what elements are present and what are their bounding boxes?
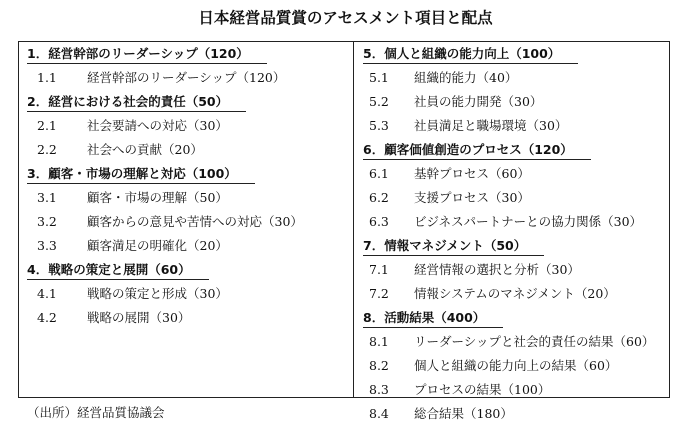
document-title: 日本経営品質賞のアセスメント項目と配点 [198,9,493,27]
item-number: 6.2 [369,190,389,205]
item-label: プロセスの結果（100） [414,382,551,397]
right-column [354,42,671,421]
list-item [354,90,671,114]
item-number: 2.2 [37,142,57,157]
section-heading [19,162,353,186]
item-label: 社会への貢献（20） [87,142,203,157]
section-heading [354,138,671,162]
item-label: 情報システムのマネジメント（20） [414,286,616,301]
item-number: 3.3 [37,238,57,253]
section [19,42,353,90]
list-item [354,186,671,210]
section-heading-text: 2．経営における社会的責任（50） [27,93,246,112]
section-heading-text: 4．戦略の策定と展開（60） [27,261,209,280]
section-heading-text: 7．情報マネジメント（50） [363,237,544,256]
item-label: 社会要請への対応（30） [87,118,228,133]
item-label: 顧客満足の明確化（20） [87,238,228,253]
list-item [354,66,671,90]
section [354,42,671,138]
section-heading-text: 6．顧客価値創造のプロセス（120） [363,141,591,160]
list-item [354,402,671,426]
section-heading [354,42,671,66]
list-item [19,234,353,258]
section [354,306,671,426]
section-heading [354,306,671,330]
list-item [19,306,353,330]
section [19,162,353,258]
left-column [19,42,354,397]
item-number: 8.3 [369,382,389,397]
item-number: 4.1 [37,286,57,301]
item-label: 経営情報の選択と分析（30） [414,262,580,277]
list-item [19,66,353,90]
item-number: 8.1 [369,334,389,349]
item-label: 社員の能力開発（30） [414,94,543,109]
section-heading-text: 3．顧客・市場の理解と対応（100） [27,165,255,184]
source-note: （出所）経営品質協議会 [27,405,165,420]
item-label: 組織的能力（40） [414,70,518,85]
list-item [354,282,671,306]
section [19,90,353,162]
item-number: 6.1 [369,166,389,181]
list-item [19,282,353,306]
section [354,138,671,234]
item-label: リーダーシップと社会的責任の結果（60） [414,334,655,349]
list-item [19,186,353,210]
item-label: 個人と組織の能力向上の結果（60） [414,358,618,373]
item-number: 7.1 [369,262,389,277]
section-heading [19,42,353,66]
item-label: 基幹プロセス（60） [414,166,530,181]
list-item [354,210,671,234]
section [19,258,353,330]
list-item [354,162,671,186]
item-label: 顧客からの意見や苦情への対応（30） [87,214,303,229]
item-number: 8.4 [369,406,389,421]
item-label: 社員満足と職場環境（30） [414,118,568,133]
item-number: 5.3 [369,118,389,133]
list-item [354,354,671,378]
item-number: 4.2 [37,310,57,325]
section-heading-text: 8．活動結果（400） [363,309,503,328]
list-item [354,114,671,138]
list-item [19,210,353,234]
item-label: 総合結果（180） [414,406,513,421]
section-heading [19,90,353,114]
item-label: 経営幹部のリーダーシップ（120） [87,70,286,85]
item-number: 7.2 [369,286,389,301]
section-heading-text: 5．個人と組織の能力向上（100） [363,45,578,64]
item-label: 戦略の展開（30） [87,310,191,325]
item-number: 8.2 [369,358,389,373]
section-heading-text: 1．経営幹部のリーダーシップ（120） [27,45,267,64]
item-label: ビジネスパートナーとの協力関係（30） [414,214,643,229]
list-item [354,378,671,402]
list-item [19,138,353,162]
section-heading [19,258,353,282]
item-label: 支援プロセス（30） [414,190,530,205]
list-item [354,330,671,354]
item-number: 2.1 [37,118,57,133]
section [354,234,671,306]
item-number: 6.3 [369,214,389,229]
item-number: 5.1 [369,70,389,85]
item-number: 3.2 [37,214,57,229]
item-number: 5.2 [369,94,389,109]
item-number: 1.1 [37,70,57,85]
item-number: 3.1 [37,190,57,205]
list-item [19,114,353,138]
list-item [354,258,671,282]
section-heading [354,234,671,258]
item-label: 顧客・市場の理解（50） [87,190,228,205]
item-label: 戦略の策定と形成（30） [87,286,228,301]
